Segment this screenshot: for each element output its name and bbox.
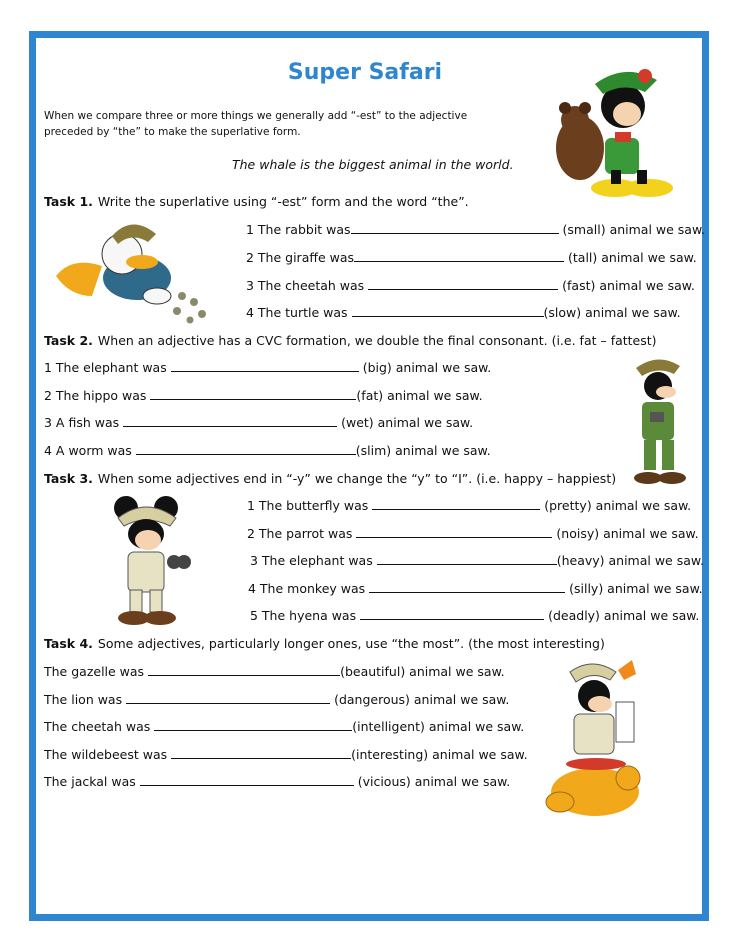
task-3-heading — [44, 471, 616, 486]
task-2-item — [44, 360, 491, 375]
answer-blank[interactable] — [351, 222, 559, 234]
goofy-pluto-illustration — [540, 652, 650, 827]
item-suffix: (wet) animal we saw. — [341, 415, 474, 430]
answer-blank[interactable] — [154, 719, 352, 731]
task-4-item — [44, 664, 505, 679]
item-prefix: 4 The turtle was — [246, 305, 348, 320]
item-suffix: (small) animal we saw. — [562, 222, 706, 237]
intro-text: When we compare three or more things we generally add “-est” to the adjective preceded by “the” to make the superlative form. — [44, 110, 468, 138]
task-instruction: When some adjectives end in “-y” we change the “y” to “I”. (i.e. happy – happiest) — [97, 471, 617, 486]
item-suffix: (dangerous) animal we saw. — [334, 692, 510, 707]
task-1-item — [246, 250, 697, 265]
item-prefix: 1 The butterfly was — [247, 498, 369, 513]
item-prefix: 1 The rabbit was — [246, 222, 351, 237]
answer-blank[interactable] — [369, 581, 565, 593]
task-4-item — [44, 719, 524, 734]
item-prefix: The lion was — [44, 692, 123, 707]
task-instruction: When an adjective has a CVC formation, we double the final consonant. (i.e. fat – fattest) — [97, 333, 657, 348]
item-prefix: The cheetah was — [44, 719, 151, 734]
task-label: Task 3. — [44, 471, 93, 486]
goofy-illustration — [622, 352, 692, 492]
task-2-item — [44, 388, 483, 403]
task-4-item — [44, 747, 528, 762]
item-suffix: (beautiful) animal we saw. — [340, 664, 505, 679]
item-prefix: 3 The cheetah was — [246, 278, 365, 293]
item-prefix: 4 The monkey was — [248, 581, 366, 596]
item-suffix: (noisy) animal we saw. — [556, 526, 699, 541]
task-label: Task 1. — [44, 194, 93, 209]
task-2-item — [44, 443, 491, 458]
task-3-item — [247, 526, 699, 541]
item-suffix: (interesting) animal we saw. — [351, 747, 528, 762]
task-1-item — [246, 222, 705, 237]
item-suffix: (big) animal we saw. — [362, 360, 492, 375]
item-prefix: 2 The parrot was — [247, 526, 353, 541]
task-1-item — [246, 305, 681, 320]
item-suffix: (vicious) animal we saw. — [357, 774, 511, 789]
answer-blank[interactable] — [368, 278, 558, 290]
item-suffix: (intelligent) animal we saw. — [352, 719, 525, 734]
item-prefix: 1 The elephant was — [44, 360, 167, 375]
answer-blank[interactable] — [171, 747, 351, 759]
task-3-item — [250, 553, 704, 568]
item-suffix: (silly) animal we saw. — [569, 581, 703, 596]
task-2-heading — [44, 333, 657, 348]
answer-blank[interactable] — [148, 664, 340, 676]
item-prefix: 2 The giraffe was — [246, 250, 355, 265]
item-prefix: The jackal was — [44, 774, 136, 789]
item-suffix: (heavy) animal we saw. — [556, 553, 704, 568]
answer-blank[interactable] — [360, 608, 544, 620]
answer-blank[interactable] — [150, 388, 356, 400]
mickey-explorer-illustration — [104, 490, 192, 630]
task-3-item — [248, 581, 703, 596]
item-suffix: (fast) animal we saw. — [562, 278, 695, 293]
task-2-item — [44, 415, 473, 430]
answer-blank[interactable] — [356, 526, 552, 538]
item-suffix: (pretty) animal we saw. — [544, 498, 692, 513]
page-title: Super Safari — [287, 60, 443, 85]
answer-blank[interactable] — [354, 250, 564, 262]
item-prefix: 5 The hyena was — [250, 608, 357, 623]
item-suffix: (fat) animal we saw. — [356, 388, 483, 403]
task-label: Task 2. — [44, 333, 93, 348]
answer-blank[interactable] — [377, 553, 557, 565]
example-sentence: The whale is the biggest animal in the world. — [232, 157, 514, 172]
task-1-item — [246, 278, 695, 293]
answer-blank[interactable] — [126, 692, 330, 704]
answer-blank[interactable] — [171, 360, 359, 372]
answer-blank[interactable] — [352, 305, 544, 317]
task-4-item — [44, 692, 509, 707]
item-suffix: (tall) animal we saw. — [568, 250, 697, 265]
answer-blank[interactable] — [372, 498, 540, 510]
task-4-item — [44, 774, 510, 789]
item-suffix: (slim) animal we saw. — [355, 443, 491, 458]
task-instruction: Write the superlative using “-est” form and the word “the”. — [97, 194, 469, 209]
mickey-bear-illustration — [545, 58, 675, 203]
task-4-heading — [44, 636, 605, 651]
task-label: Task 4. — [44, 636, 93, 651]
donald-duck-illustration — [52, 216, 217, 326]
item-prefix: The wildebeest was — [44, 747, 168, 762]
item-prefix: 2 The hippo was — [44, 388, 147, 403]
item-prefix: 3 A fish was — [44, 415, 120, 430]
answer-blank[interactable] — [123, 415, 337, 427]
task-instruction: Some adjectives, particularly longer ones, use “the most”. (the most interesting) — [97, 636, 605, 651]
task-1-heading — [44, 194, 469, 209]
item-suffix: (slow) animal we saw. — [543, 305, 681, 320]
item-prefix: 3 The elephant was — [250, 553, 373, 568]
answer-blank[interactable] — [136, 443, 356, 455]
answer-blank[interactable] — [140, 774, 354, 786]
task-3-item — [250, 608, 699, 623]
task-3-item — [247, 498, 691, 513]
item-suffix: (deadly) animal we saw. — [548, 608, 700, 623]
item-prefix: The gazelle was — [44, 664, 145, 679]
item-prefix: 4 A worm was — [44, 443, 132, 458]
